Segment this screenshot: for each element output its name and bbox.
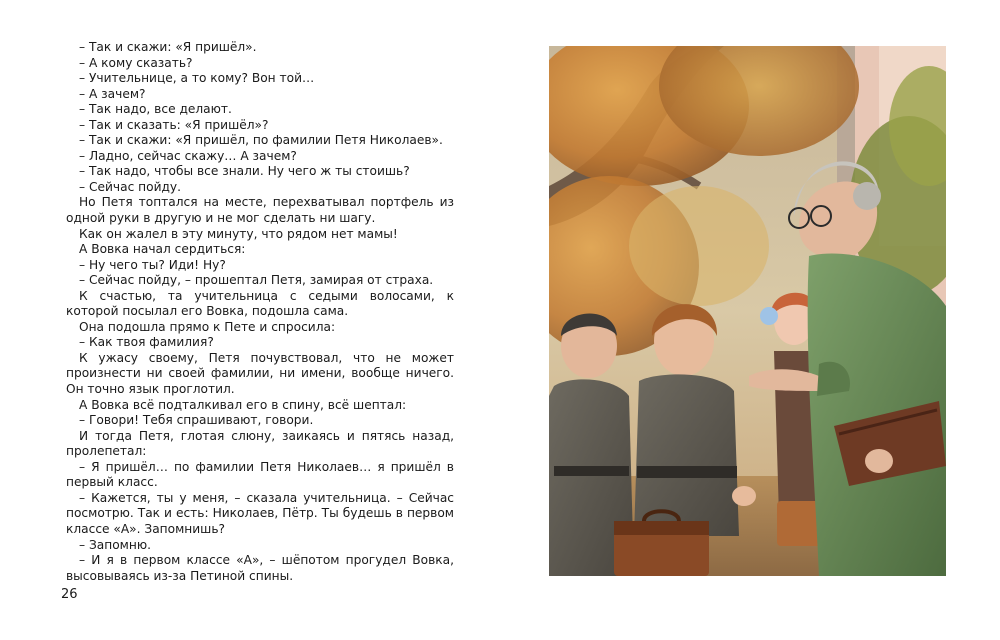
paragraph: – Так и скажи: «Я пришёл». [79, 40, 257, 54]
paragraph: – А зачем? [79, 86, 146, 101]
paragraph: К счастью, та учительница с седыми волосами, к которой посылал его Вовка, подошла сама. [66, 288, 454, 319]
text-column [66, 40, 454, 584]
paragraph: – Учительнице, а то кому? Вон той… [79, 71, 315, 86]
paragraph: – Так надо, чтобы все знали. Ну чего ж ты стоишь? [79, 164, 410, 179]
paragraph: – Сейчас пойду, – прошептал Петя, замирая от страха. [79, 273, 434, 288]
paragraph: К ужасу своему, Петя почувствовал, что не может произнести ни своей фамилии, ни имени, вообще ничего. Он точно язык проглотил. [66, 350, 454, 397]
paragraph: Она подошла прямо к Пете и спросила: [79, 319, 336, 334]
paragraph: – Ладно, сейчас скажу… А зачем? [79, 148, 297, 163]
page-number: 26 [61, 587, 78, 602]
paragraph: И тогда Петя, глотая слюну, заикаясь и пятясь назад, пролепетал: [66, 428, 454, 459]
paragraph: – Так надо, все делают. [79, 102, 232, 117]
illustration-painting [549, 46, 946, 576]
paragraph: – Запомню. [79, 537, 151, 552]
paragraph: – Ну чего ты? Иди! Ну? [79, 257, 226, 272]
paragraph: Но Петя топтался на месте, перехватывал портфель из одной руки в другую и не мог сделать ни шагу. [66, 195, 454, 226]
paragraph: – А кому сказать? [79, 55, 193, 70]
paragraph: Как он жалел в эту минуту, что рядом нет мамы! [79, 226, 398, 241]
illustration [549, 46, 946, 576]
paragraph: – Говори! Тебя спрашивают, говори. [79, 413, 314, 428]
paragraph: А Вовка всё подталкивал его в спину, всё шептал: [79, 397, 407, 412]
paragraph: – И я в первом классе «А», – шёпотом прогудел Вовка, высовываясь из-за Петиной спины. [66, 553, 454, 583]
paragraph: – Так и сказать: «Я пришёл»? [79, 117, 269, 132]
paragraph: А Вовка начал сердиться: [79, 242, 246, 257]
paragraph: – Кажется, ты у меня, – сказала учительница. – Сейчас посмотрю. Так и есть: Николаев, Пётр. Ты будешь в первом классе «А». Запомнишь? [66, 490, 454, 536]
paragraph: – Как твоя фамилия? [79, 335, 214, 350]
paragraph: – Так и скажи: «Я пришёл, по фамилии Петя Николаев». [79, 133, 443, 148]
paragraph: – Сейчас пойду. [79, 179, 181, 194]
paragraph: – Я пришёл… по фамилии Петя Николаев… я пришёл в первый класс. [66, 459, 454, 490]
